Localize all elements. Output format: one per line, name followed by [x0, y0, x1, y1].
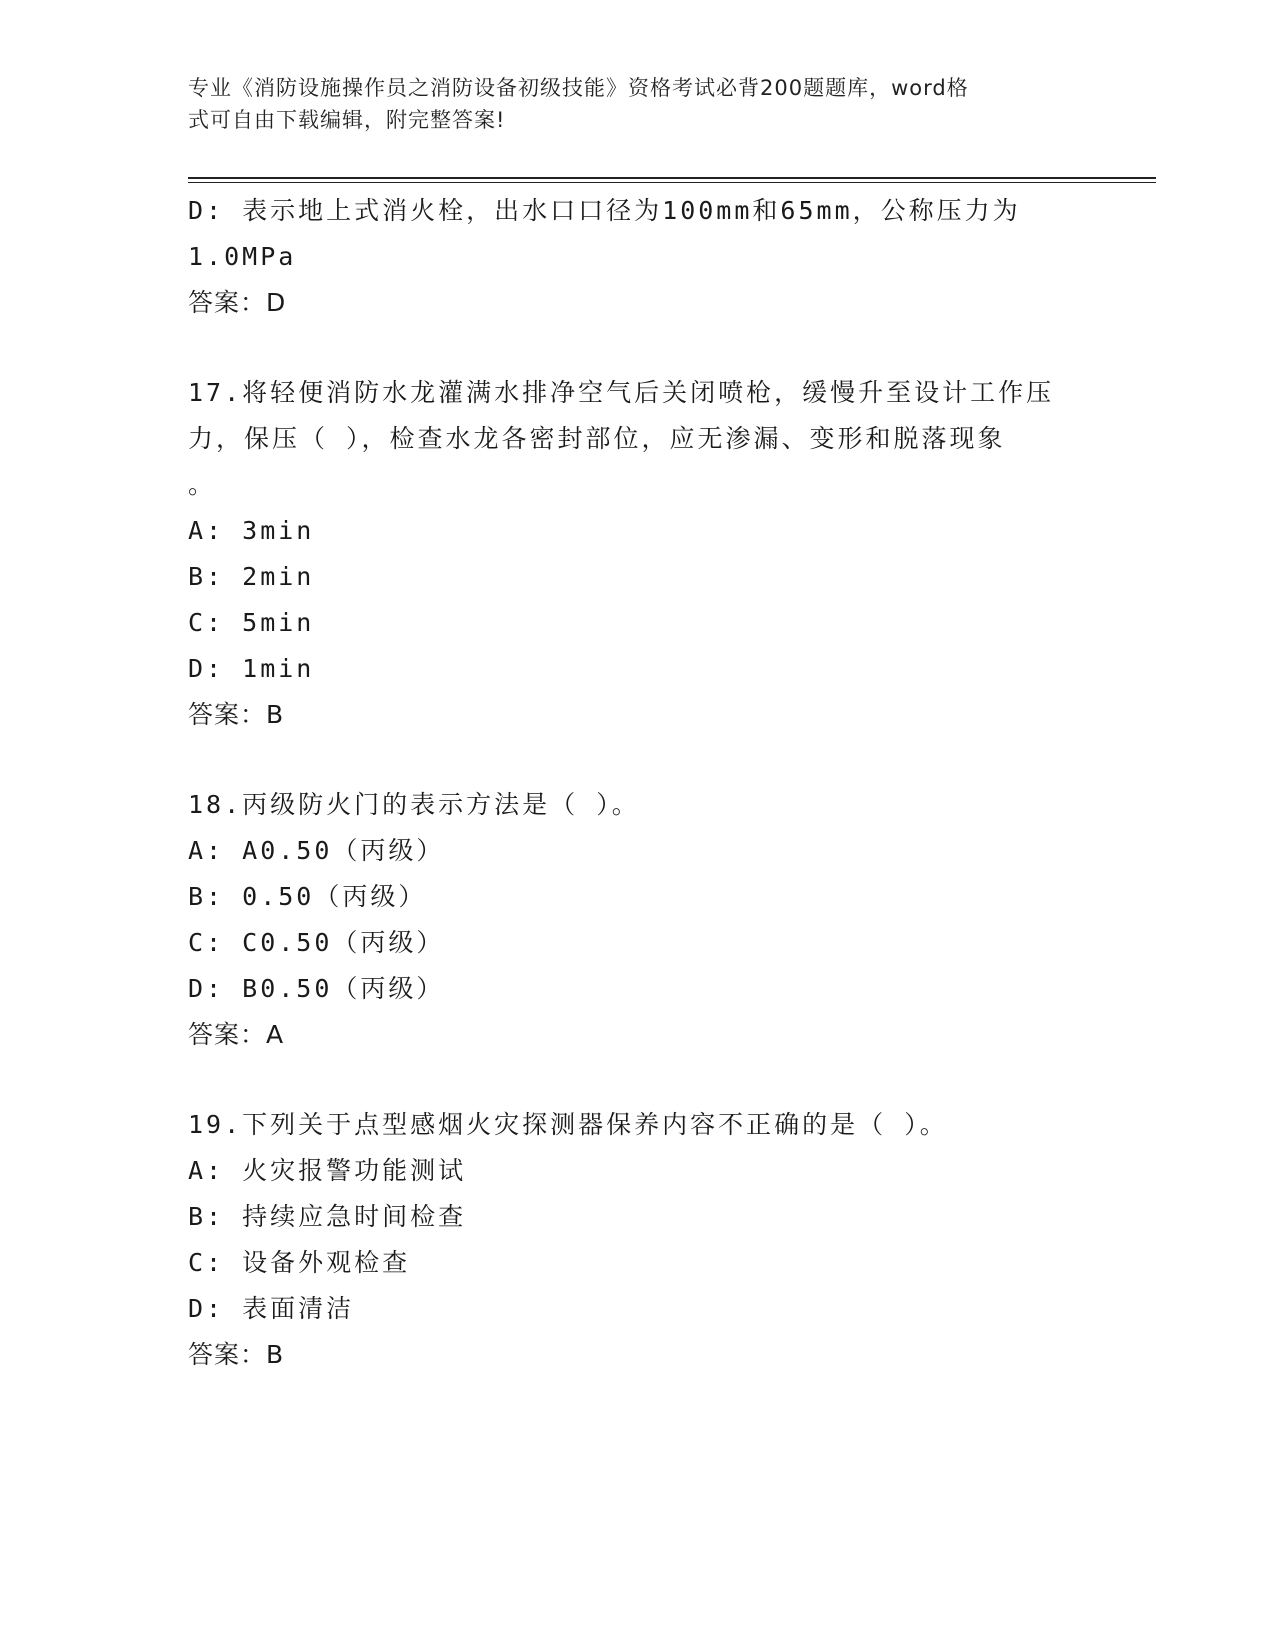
option-a: A: 火灾报警功能测试	[188, 1156, 467, 1185]
option-c: C: C0.50（丙级）	[188, 928, 445, 957]
option-d-line-2: 1.0MPa	[188, 242, 297, 271]
answer-label: 答案：B	[188, 1340, 285, 1369]
question-stem-line-2: 力，保压（ ），检查水龙各密封部位，应无渗漏、变形和脱落现象	[188, 424, 1006, 453]
answer-label: 答案：A	[188, 1020, 285, 1049]
option-c: C: 5min	[188, 608, 315, 637]
answer-label: 答案：B	[188, 700, 285, 729]
option-d: D: 表面清洁	[188, 1294, 355, 1323]
option-b: B: 2min	[188, 562, 315, 591]
spacer	[188, 738, 1088, 782]
question-stem-line-1: 17.将轻便消防水龙灌满水排净空气后关闭喷枪，缓慢升至设计工作压	[188, 378, 1055, 407]
option-b: B: 持续应急时间检查	[188, 1202, 467, 1231]
option-d-line-1: D: 表示地上式消火栓，出水口口径为100mm和65mm，公称压力为	[188, 196, 1021, 225]
header-line-2: 式可自由下载编辑，附完整答案!	[188, 108, 506, 132]
spacer	[188, 1058, 1088, 1102]
spacer	[188, 326, 1088, 370]
header-divider-thin	[188, 182, 1156, 183]
option-b: B: 0.50（丙级）	[188, 882, 427, 911]
question-16-continuation	[188, 188, 1088, 326]
header-line-1: 专业《消防设施操作员之消防设备初级技能》资格考试必背200题题库，word格	[188, 76, 969, 100]
document-header	[188, 72, 1068, 136]
question-19	[188, 1102, 1088, 1378]
question-stem: 19.下列关于点型感烟火灾探测器保养内容不正确的是（ ）。	[188, 1110, 948, 1139]
option-c: C: 设备外观检查	[188, 1248, 411, 1277]
option-d: D: B0.50（丙级）	[188, 974, 445, 1003]
question-content	[188, 188, 1088, 1378]
question-stem: 18.丙级防火门的表示方法是（ ）。	[188, 790, 640, 819]
question-18	[188, 782, 1088, 1058]
answer-label: 答案：D	[188, 288, 287, 317]
question-17	[188, 370, 1088, 738]
header-divider-thick	[188, 177, 1156, 179]
option-a: A: A0.50（丙级）	[188, 836, 445, 865]
option-d: D: 1min	[188, 654, 315, 683]
question-stem-line-3: 。	[188, 470, 217, 499]
option-a: A: 3min	[188, 516, 315, 545]
